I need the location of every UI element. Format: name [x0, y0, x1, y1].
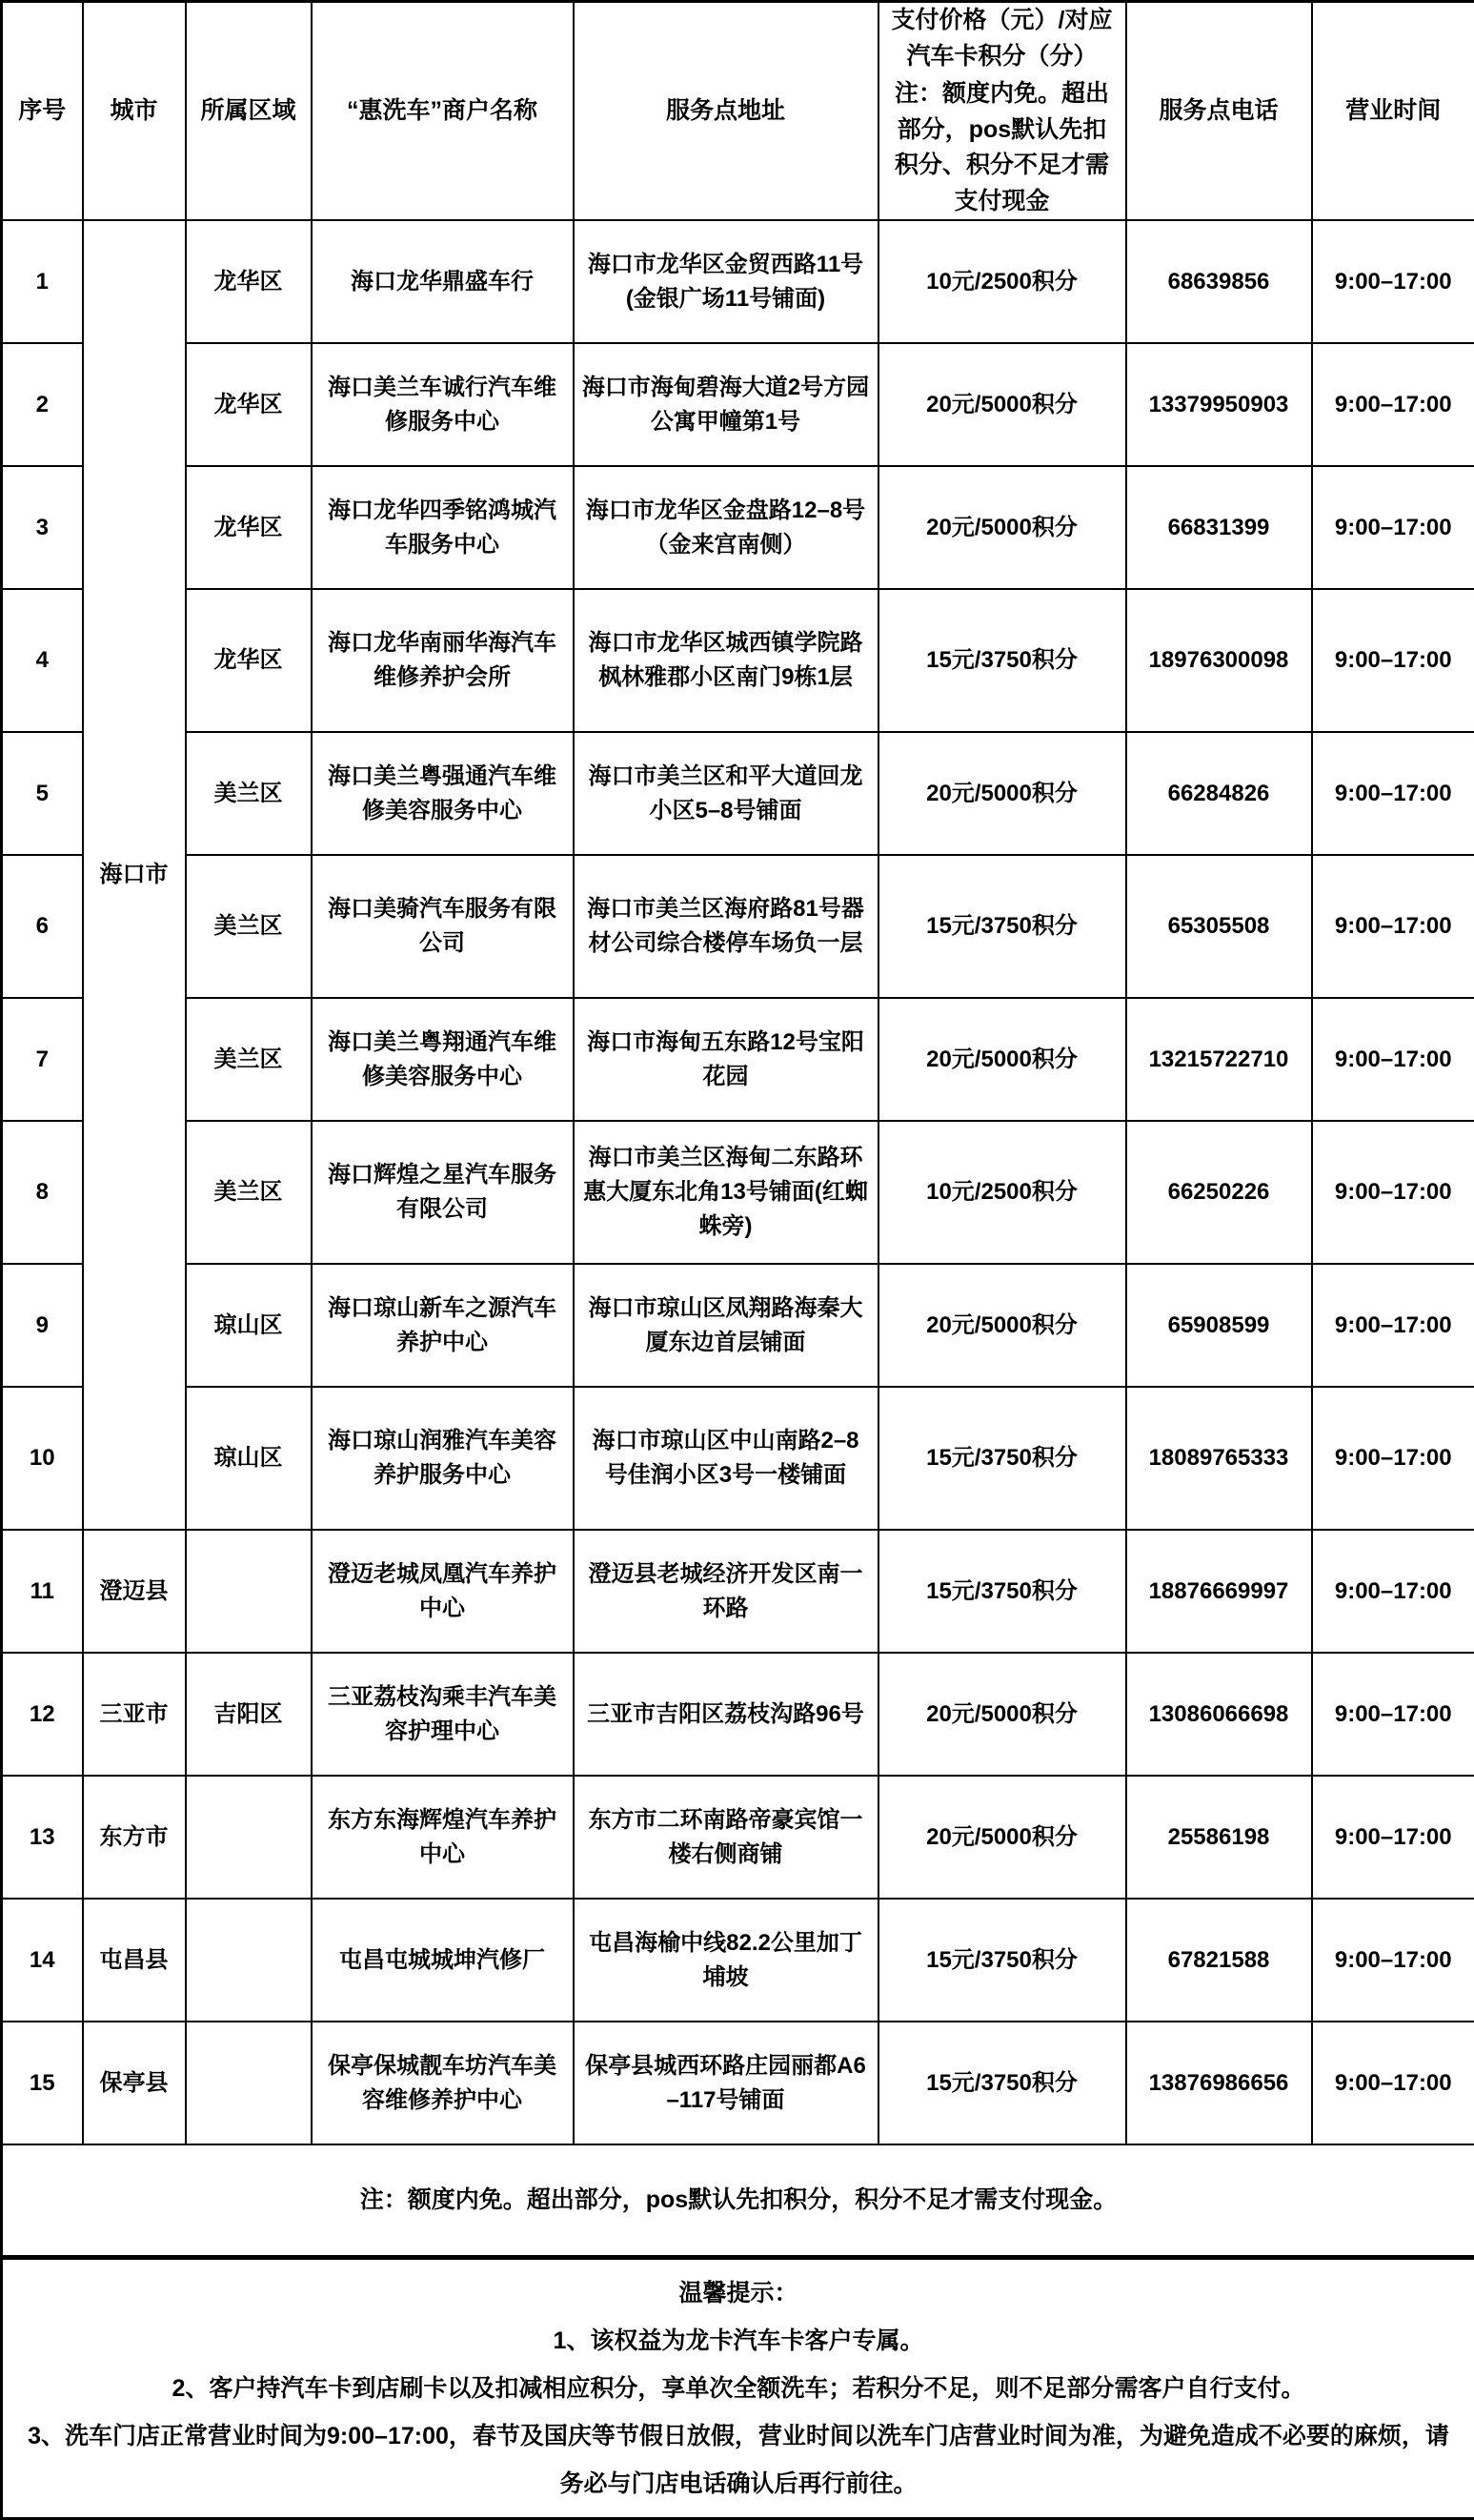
- cell-price: 20元/5000积分: [878, 732, 1126, 855]
- cell-district: 吉阳区: [186, 1653, 312, 1776]
- cell-merchant: 保亭保城靓车坊汽车美容维修养护中心: [312, 2022, 574, 2144]
- col-header-city: 城市: [83, 2, 186, 221]
- table-row-1: [2, 220, 1474, 343]
- cell-address: 屯昌海榆中线82.2公里加丁埔坡: [574, 1899, 878, 2022]
- cell-city: 东方市: [83, 1776, 186, 1899]
- cell-no: 2: [2, 343, 83, 466]
- cell-district: 琼山区: [186, 1387, 312, 1530]
- cell-no: 11: [2, 1530, 83, 1653]
- cell-hours: 9:00–17:00: [1312, 343, 1474, 466]
- cell-merchant: 海口龙华鼎盛车行: [312, 220, 574, 343]
- table-row-15: [2, 2022, 1474, 2144]
- cell-merchant: 海口琼山新车之源汽车养护中心: [312, 1264, 574, 1387]
- table-row-5: [2, 732, 1474, 855]
- col-header-no: 序号: [2, 2, 83, 221]
- price-header-note: 注：额度内免。超出部分，pos默认先扣积分、积分不足才需支付现金: [891, 76, 1114, 219]
- col-header-address: 服务点地址: [574, 2, 878, 221]
- cell-no: 7: [2, 998, 83, 1121]
- cell-district: [186, 2022, 312, 2144]
- cell-price: 20元/5000积分: [878, 998, 1126, 1121]
- cell-no: 14: [2, 1899, 83, 2022]
- cell-phone: 66250226: [1126, 1121, 1312, 1264]
- cell-phone: 18976300098: [1126, 589, 1312, 732]
- cell-phone: 13379950903: [1126, 343, 1312, 466]
- cell-phone: 18089765333: [1126, 1387, 1312, 1530]
- cell-phone: 13215722710: [1126, 998, 1312, 1121]
- cell-address: 海口市美兰区海府路81号器材公司综合楼停车场负一层: [574, 855, 878, 998]
- cell-merchant: 三亚荔枝沟乘丰汽车美容护理中心: [312, 1653, 574, 1776]
- cell-hours: 9:00–17:00: [1312, 1776, 1474, 1899]
- cell-no: 10: [2, 1387, 83, 1530]
- cell-hours: 9:00–17:00: [1312, 1530, 1474, 1653]
- price-header-main: 支付价格（元）/对应汽车卡积分（分）: [891, 3, 1114, 74]
- cell-no: 12: [2, 1653, 83, 1776]
- table-row-6: [2, 855, 1474, 998]
- header-row: [2, 2, 1474, 221]
- cell-no: 13: [2, 1776, 83, 1899]
- tips-block: [2, 2257, 1474, 2518]
- cell-no: 6: [2, 855, 83, 998]
- cell-phone: 65908599: [1126, 1264, 1312, 1387]
- cell-city: 保亭县: [83, 2022, 186, 2144]
- cell-hours: 9:00–17:00: [1312, 1653, 1474, 1776]
- note-row: [2, 2144, 1474, 2257]
- cell-phone: 68639856: [1126, 220, 1312, 343]
- cell-address: 海口市龙华区金贸西路11号(金银广场11号铺面): [574, 220, 878, 343]
- cell-phone: 18876669997: [1126, 1530, 1312, 1653]
- cell-hours: 9:00–17:00: [1312, 732, 1474, 855]
- cell-district: 美兰区: [186, 1121, 312, 1264]
- cell-district: [186, 1899, 312, 2022]
- cell-hours: 9:00–17:00: [1312, 1387, 1474, 1530]
- cell-address: 三亚市吉阳区荔枝沟路96号: [574, 1653, 878, 1776]
- cell-merchant: 东方东海辉煌汽车养护中心: [312, 1776, 574, 1899]
- cell-address: 海口市美兰区和平大道回龙小区5–8号铺面: [574, 732, 878, 855]
- cell-merchant: 海口美兰粤翔通汽车维修美容服务中心: [312, 998, 574, 1121]
- cell-district: 美兰区: [186, 998, 312, 1121]
- cell-price: 15元/3750积分: [878, 2022, 1126, 2144]
- table-row-7: [2, 998, 1474, 1121]
- table-row-3: [2, 466, 1474, 589]
- cell-price: 20元/5000积分: [878, 343, 1126, 466]
- cell-phone: 65305508: [1126, 855, 1312, 998]
- cell-no: 1: [2, 220, 83, 343]
- cell-address: 海口市琼山区凤翔路海秦大厦东边首层铺面: [574, 1264, 878, 1387]
- cell-merchant: 海口琼山润雅汽车美容养护服务中心: [312, 1387, 574, 1530]
- cell-price: 20元/5000积分: [878, 466, 1126, 589]
- col-header-district: 所属区域: [186, 2, 312, 221]
- cell-district: 龙华区: [186, 466, 312, 589]
- cell-address: 澄迈县老城经济开发区南一环路: [574, 1530, 878, 1653]
- cell-no: 5: [2, 732, 83, 855]
- col-header-merchant: “惠洗车”商户名称: [312, 2, 574, 221]
- cell-price: 15元/3750积分: [878, 1899, 1126, 2022]
- tips-line-2: 2、客户持汽车卡到店刷卡以及扣减相应积分，享单次全额洗车；若积分不足，则不足部分需客户自行支付。: [26, 2365, 1451, 2412]
- cell-merchant: 海口美兰车诚行汽车维修服务中心: [312, 343, 574, 466]
- table-row-4: [2, 589, 1474, 732]
- table-row-14: [2, 1899, 1474, 2022]
- cell-district: 琼山区: [186, 1264, 312, 1387]
- cell-hours: 9:00–17:00: [1312, 998, 1474, 1121]
- cell-district: [186, 1530, 312, 1653]
- cell-price: 10元/2500积分: [878, 220, 1126, 343]
- table-note: 注：额度内免。超出部分，pos默认先扣积分，积分不足才需支付现金。: [2, 2144, 1474, 2257]
- col-header-hours: 营业时间: [1312, 2, 1474, 221]
- cell-price: 20元/5000积分: [878, 1653, 1126, 1776]
- cell-phone: 66831399: [1126, 466, 1312, 589]
- col-header-price: [878, 2, 1126, 221]
- table-row-9: [2, 1264, 1474, 1387]
- cell-hours: 9:00–17:00: [1312, 466, 1474, 589]
- table-row-11: [2, 1530, 1474, 1653]
- cell-city-haikou: 海口市: [83, 220, 186, 1530]
- cell-no: 3: [2, 466, 83, 589]
- cell-merchant: 屯昌屯城城坤汽修厂: [312, 1899, 574, 2022]
- table-row-12: [2, 1653, 1474, 1776]
- cell-price: 15元/3750积分: [878, 589, 1126, 732]
- cell-merchant: 海口辉煌之星汽车服务有限公司: [312, 1121, 574, 1264]
- cell-address: 海口市海甸碧海大道2号方园公寓甲幢第1号: [574, 343, 878, 466]
- cell-phone: 13086066698: [1126, 1653, 1312, 1776]
- cell-no: 8: [2, 1121, 83, 1264]
- cell-district: 美兰区: [186, 732, 312, 855]
- cell-hours: 9:00–17:00: [1312, 2022, 1474, 2144]
- tips-row: [2, 2257, 1474, 2518]
- cell-hours: 9:00–17:00: [1312, 855, 1474, 998]
- cell-hours: 9:00–17:00: [1312, 1121, 1474, 1264]
- cell-phone: 13876986656: [1126, 2022, 1312, 2144]
- cell-price: 20元/5000积分: [878, 1264, 1126, 1387]
- table-row-8: [2, 1121, 1474, 1264]
- cell-address: 海口市美兰区海甸二东路环惠大厦东北角13号铺面(红蜘蛛旁): [574, 1121, 878, 1264]
- cell-district: [186, 1776, 312, 1899]
- cell-no: 9: [2, 1264, 83, 1387]
- cell-district: 龙华区: [186, 343, 312, 466]
- cell-phone: 66284826: [1126, 732, 1312, 855]
- cell-address: 东方市二环南路帝豪宾馆一楼右侧商铺: [574, 1776, 878, 1899]
- cell-phone: 25586198: [1126, 1776, 1312, 1899]
- cell-no: 15: [2, 2022, 83, 2144]
- tips-title: 温馨提示：: [26, 2269, 1451, 2317]
- cell-address: 保亭县城西环路庄园丽都A6–117号铺面: [574, 2022, 878, 2144]
- cell-city: 屯昌县: [83, 1899, 186, 2022]
- tips-line-1: 1、该权益为龙卡汽车卡客户专属。: [26, 2317, 1451, 2365]
- cell-price: 15元/3750积分: [878, 855, 1126, 998]
- cell-phone: 67821588: [1126, 1899, 1312, 2022]
- cell-hours: 9:00–17:00: [1312, 589, 1474, 732]
- table-row-10: [2, 1387, 1474, 1530]
- cell-address: 海口市海甸五东路12号宝阳花园: [574, 998, 878, 1121]
- cell-hours: 9:00–17:00: [1312, 1899, 1474, 2022]
- table-row-2: [2, 343, 1474, 466]
- cell-hours: 9:00–17:00: [1312, 220, 1474, 343]
- cell-merchant: 海口龙华四季铭鸿城汽车服务中心: [312, 466, 574, 589]
- cell-hours: 9:00–17:00: [1312, 1264, 1474, 1387]
- cell-address: 海口市龙华区城西镇学院路枫林雅郡小区南门9栋1层: [574, 589, 878, 732]
- cell-merchant: 澄迈老城凤凰汽车养护中心: [312, 1530, 574, 1653]
- cell-district: 美兰区: [186, 855, 312, 998]
- cell-price: 20元/5000积分: [878, 1776, 1126, 1899]
- col-header-phone: 服务点电话: [1126, 2, 1312, 221]
- cell-price: 15元/3750积分: [878, 1387, 1126, 1530]
- tips-line-3: 3、洗车门店正常营业时间为9:00–17:00，春节及国庆等节假日放假，营业时间以洗车门店营业时间为准，为避免造成不必要的麻烦，请务必与门店电话确认后再行前往。: [26, 2412, 1451, 2508]
- cell-address: 海口市龙华区金盘路12–8号（金来宫南侧）: [574, 466, 878, 589]
- cell-merchant: 海口美兰粤强通汽车维修美容服务中心: [312, 732, 574, 855]
- cell-address: 海口市琼山区中山南路2–8号佳润小区3号一楼铺面: [574, 1387, 878, 1530]
- cell-district: 龙华区: [186, 220, 312, 343]
- cell-city: 三亚市: [83, 1653, 186, 1776]
- cell-merchant: 海口龙华南丽华海汽车维修养护会所: [312, 589, 574, 732]
- cell-city: 澄迈县: [83, 1530, 186, 1653]
- table-row-13: [2, 1776, 1474, 1899]
- cell-price: 15元/3750积分: [878, 1530, 1126, 1653]
- cell-price: 10元/2500积分: [878, 1121, 1126, 1264]
- cell-merchant: 海口美骑汽车服务有限公司: [312, 855, 574, 998]
- cell-no: 4: [2, 589, 83, 732]
- cell-district: 龙华区: [186, 589, 312, 732]
